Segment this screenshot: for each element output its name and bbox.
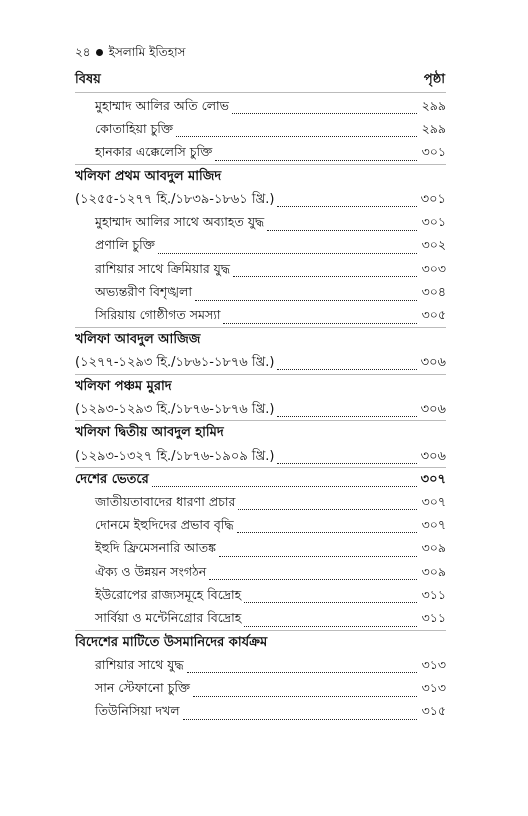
toc-entry[interactable] [75,282,446,305]
toc-entry[interactable] [75,212,446,235]
dot-leader [233,262,417,277]
toc-entry[interactable] [75,259,446,282]
dot-leader [152,472,417,487]
toc-entry-page: ৩১৫ [421,703,446,719]
dot-leader [277,192,417,207]
toc-entry-title: মুহাম্মাদ আলির সাথে অব্যাহত যুদ্ধ [95,214,265,230]
dot-leader [219,542,417,557]
toc-entry[interactable] [75,678,446,701]
dot-leader [215,146,417,161]
toc-entry[interactable] [75,445,446,468]
toc-entry-page: ২৯৯ [421,97,446,113]
toc-entry[interactable] [75,702,446,725]
toc-entry[interactable] [75,143,446,166]
bullet-dot-icon [96,49,103,56]
dot-leader [183,705,417,720]
toc-entry-page: ৩০১ [421,214,446,230]
toc-entry-page: ৩০৯ [421,540,446,556]
toc-entry-title: কোতাহিয়া চুক্তি [95,120,174,136]
toc-entry-title: দেশের ভেতরে [75,471,149,487]
toc-entry-title: ইহুদি ফ্রিমেসনারি আতঙ্ক [95,540,216,556]
page-number: ২৪ [75,45,91,59]
dot-leader [193,682,417,697]
toc-entry-page: ৩১১ [421,586,446,602]
toc-entry-page: ৩০৭ [421,493,446,509]
dot-leader [267,216,417,231]
toc-entry-title: বিদেশের মাটিতে উসমানিদের কার্যক্রম [75,634,268,650]
toc-entry[interactable] [75,376,446,399]
dot-leader [209,565,417,580]
book-title: ইসলামি ইতিহাস [108,45,186,59]
toc-entry-page: ৩১৩ [421,656,446,672]
toc-entry-title: সার্বিয়া ও মন্টেনিগ্রোর বিদ্রোহ [95,610,242,626]
toc-entry[interactable] [75,492,446,515]
toc-entry[interactable] [75,632,446,655]
toc-entry-page: ৩০২ [421,237,446,253]
dot-leader [277,402,417,417]
subject-column-header: বিষয় [75,72,101,87]
toc-entry[interactable] [75,399,446,422]
dot-leader [277,449,417,464]
toc-entry[interactable] [75,655,446,678]
page-column-header: পৃষ্ঠা [423,72,445,87]
toc-entry-title: অভ্যন্তরীণ বিশৃঙ্খলা [95,284,193,300]
dot-leader [195,286,417,301]
toc-entry-title: খলিফা পঞ্চম মুরাদ [75,378,172,394]
toc-entry[interactable] [75,515,446,538]
toc-entry-title: রাশিয়ার সাথে ক্রিমিয়ার যুদ্ধ [95,260,231,276]
toc-entry-title: খলিফা দ্বিতীয় আবদুল হামিদ [75,425,224,441]
toc-entry-title: তিউনিসিয়া দখল [95,703,180,719]
toc-entry-page: ৩০৯ [421,563,446,579]
toc-entry[interactable] [75,119,446,142]
dot-leader [277,355,417,370]
toc-entry-page: ৩০৬ [420,355,446,371]
toc-entry-title: ইউরোপের রাজ্যসমূহে বিদ্রোহ [95,586,242,602]
toc-entry-page: ৩০৪ [421,284,446,300]
dot-leader [187,658,417,673]
toc-entry-title: সিরিয়ায় গোষ্ঠীগত সমস্যা [95,307,221,323]
toc-entry[interactable] [75,329,446,352]
toc-entry-title: হানকার এক্কেলেসি চুক্তি [95,144,213,160]
toc-entry-title: প্রণালি চুক্তি [95,237,155,253]
toc-entry[interactable] [75,352,446,375]
toc-entry[interactable] [75,609,446,632]
toc-list [75,96,446,725]
toc-entry-title: দোনমে ইহুদিদের প্রভাব বৃদ্ধি [95,516,234,532]
toc-entry-page: ৩১১ [421,610,446,626]
toc-entry-title: মুহাম্মাদ আলির অতি লোভ [95,97,229,113]
toc-entry[interactable] [75,562,446,585]
dot-leader [232,99,417,114]
dot-leader [237,518,417,533]
toc-entry-page: ৩১৩ [421,680,446,696]
toc-entry-page: ৩০৩ [421,260,446,276]
toc-entry[interactable] [75,306,446,329]
toc-entry[interactable] [75,96,446,119]
toc-entry[interactable] [75,166,446,189]
toc-entry-page: ৩০৫ [421,307,446,323]
toc-entry-title: রাশিয়ার সাথে যুদ্ধ [95,656,184,672]
dot-leader [223,309,417,324]
toc-entry-page: ২৯৯ [421,120,446,136]
column-headers [75,70,445,90]
toc-entry-title: (১২৫৫-১২৭৭ হি./১৮৩৯-১৮৬১ খ্রি.) [75,192,275,208]
toc-entry[interactable] [75,422,446,445]
dot-leader [238,495,417,510]
toc-entry[interactable] [75,236,446,259]
toc-entry-title: জাতীয়তাবাদের ধারণা প্রচার [95,493,236,509]
toc-entry-title: (১২৭৭-১২৯৩ হি./১৮৬১-১৮৭৬ খ্রি.) [75,355,275,371]
dot-leader [158,239,417,254]
toc-entry-title: (১২৯৩-১২৯৩ হি./১৮৭৬-১৮৭৬ খ্রি.) [75,402,275,417]
toc-entry-page: ৩০৭ [421,516,446,532]
toc-entry-title: (১২৯৩-১৩২৭ হি./১৮৭৬-১৯০৯ খ্রি.) [75,448,275,464]
dot-leader [244,588,417,603]
toc-entry-title: ঐক্য ও উন্নয়ন সংগঠন [95,563,207,579]
toc-entry[interactable] [75,469,446,492]
toc-entry-page: ৩০১ [421,144,446,160]
toc-entry[interactable] [75,539,446,562]
running-head [75,44,186,60]
toc-entry-title: খলিফা প্রথম আবদুল মাজিদ [75,169,222,185]
toc-entry[interactable] [75,585,446,608]
row-divider [75,92,446,93]
toc-entry-title: সান স্টেফানো চুক্তি [95,680,191,696]
dot-leader [244,612,417,627]
toc-entry-page: ৩০৬ [420,448,446,464]
toc-entry-page: ৩০৭ [420,471,446,487]
toc-entry-page: ৩০৬ [420,402,446,417]
dot-leader [176,122,417,137]
toc-entry-title: খলিফা আবদুল আজিজ [75,332,201,348]
toc-entry[interactable] [75,189,446,212]
toc-entry-page: ৩০১ [420,192,446,208]
